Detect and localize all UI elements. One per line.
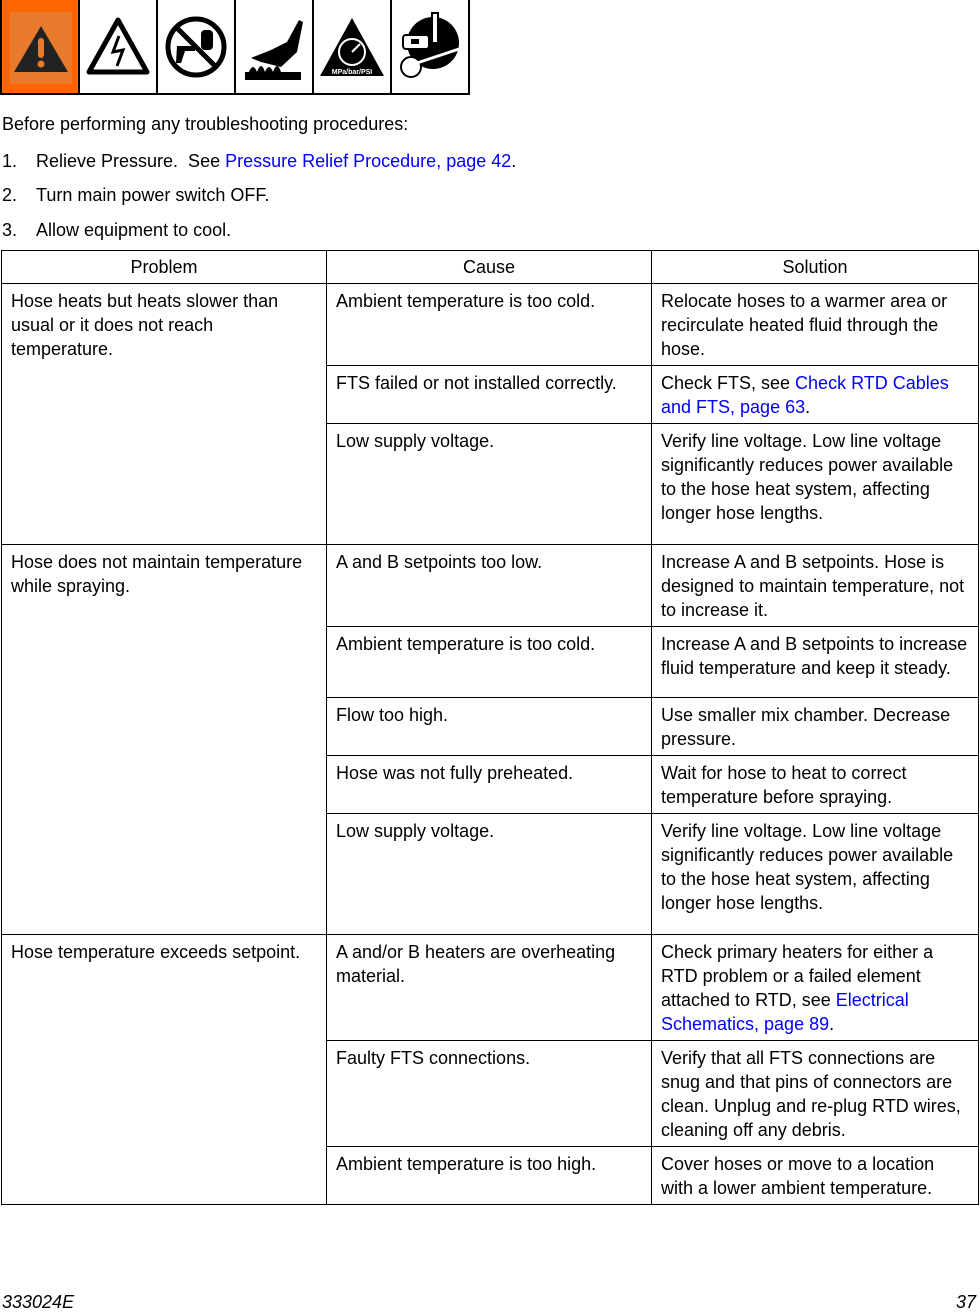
cause-cell: Ambient temperature is too high. <box>327 1147 652 1205</box>
step-1: 1. Relieve Pressure. See Pressure Relief Procedure, page 42. <box>2 151 517 171</box>
solution-text: Increase A and B setpoints to increase fluid temperature and keep it steady. <box>661 634 968 678</box>
problem-cell: Hose temperature exceeds setpoint. <box>2 935 327 1205</box>
solution-text: Wait for hose to heat to correct temperature before spraying. <box>661 763 907 807</box>
electric-shock-icon <box>80 0 158 93</box>
pressure-gauge-icon <box>314 0 392 93</box>
solution-text: Check primary heaters for either a RTD problem or a failed element attached to RTD, see <box>661 942 934 1010</box>
cause-cell: Faulty FTS connections. <box>327 1041 652 1147</box>
step-3: 3. Allow equipment to cool. <box>2 220 232 240</box>
solution-text: Verify that all FTS connections are snug and that pins of connectors are clean. Unplug and re-plug RTD wires, cleaning off any debris. <box>661 1048 961 1140</box>
step-2: 2. Turn main power switch OFF. <box>2 185 270 205</box>
solution-cell <box>652 698 979 756</box>
header-cause: Cause <box>327 251 652 284</box>
svg-text:MPa/bar/PSI: MPa/bar/PSI <box>331 68 373 76</box>
skin-injection-prohibited-icon <box>158 0 236 93</box>
header-solution: Solution <box>652 251 979 284</box>
troubleshooting-table <box>1 250 979 1205</box>
intro-text: Before performing any troubleshooting procedures: <box>2 114 409 134</box>
solution-cell <box>652 424 979 545</box>
solution-cell <box>652 545 979 627</box>
cause-cell: Hose was not fully preheated. <box>327 756 652 814</box>
cause-cell: Ambient temperature is too cold. <box>327 627 652 698</box>
cause-cell: A and B setpoints too low. <box>327 545 652 627</box>
punctuation: . <box>829 1014 835 1034</box>
general-warning-icon <box>2 0 80 93</box>
header-problem: Problem <box>2 251 327 284</box>
solution-text: Use smaller mix chamber. Decrease pressure. <box>661 705 951 749</box>
solution-text: Relocate hoses to a warmer area or recirculate heated fluid through the hose. <box>661 291 948 359</box>
problem-cell: Hose heats but heats slower than usual or it does not reach temperature. <box>2 284 327 545</box>
solution-cell <box>652 935 979 1041</box>
burn-hazard-icon <box>236 0 314 93</box>
solution-cell <box>652 627 979 698</box>
pressure-relief-link[interactable]: Pressure Relief Procedure, page 42 <box>225 151 512 171</box>
cause-cell: FTS failed or not installed correctly. <box>327 366 652 424</box>
table-header-row <box>2 251 979 284</box>
solution-cell <box>652 366 979 424</box>
hazard-icons <box>0 0 470 95</box>
table-row <box>2 935 979 1041</box>
cause-cell: Low supply voltage. <box>327 424 652 545</box>
table-row <box>2 545 979 627</box>
solution-cell <box>652 1147 979 1205</box>
punctuation: . <box>805 397 811 417</box>
solution-text: Increase A and B setpoints. Hose is designed to maintain temperature, not to increase it. <box>661 552 965 620</box>
protective-equipment-icon <box>392 0 468 93</box>
table-row <box>2 284 979 366</box>
page-number: 37 <box>955 1292 976 1312</box>
solution-text: Check FTS, see <box>661 373 796 393</box>
cause-cell: A and/or B heaters are overheating material. <box>327 935 652 1041</box>
cross-reference-link[interactable]: Electrical Schematics, page 89 <box>661 990 909 1034</box>
cause-cell: Ambient temperature is too cold. <box>327 284 652 366</box>
cause-cell: Low supply voltage. <box>327 814 652 935</box>
solution-text: Verify line voltage. Low line voltage significantly reduces power available to the hose heat system, affecting longer hose lengths. <box>661 431 954 523</box>
cause-cell: Flow too high. <box>327 698 652 756</box>
solution-text: Verify line voltage. Low line voltage significantly reduces power available to the hose heat system, affecting longer hose lengths. <box>661 821 954 913</box>
solution-cell <box>652 756 979 814</box>
document-number: 333024E <box>2 1292 75 1312</box>
problem-cell: Hose does not maintain temperature while spraying. <box>2 545 327 935</box>
solution-cell <box>652 1041 979 1147</box>
solution-cell <box>652 814 979 935</box>
solution-text: Cover hoses or move to a location with a lower ambient temperature. <box>661 1154 935 1198</box>
cross-reference-link[interactable]: Check RTD Cables and FTS, page 63 <box>661 373 949 417</box>
solution-cell <box>652 284 979 366</box>
